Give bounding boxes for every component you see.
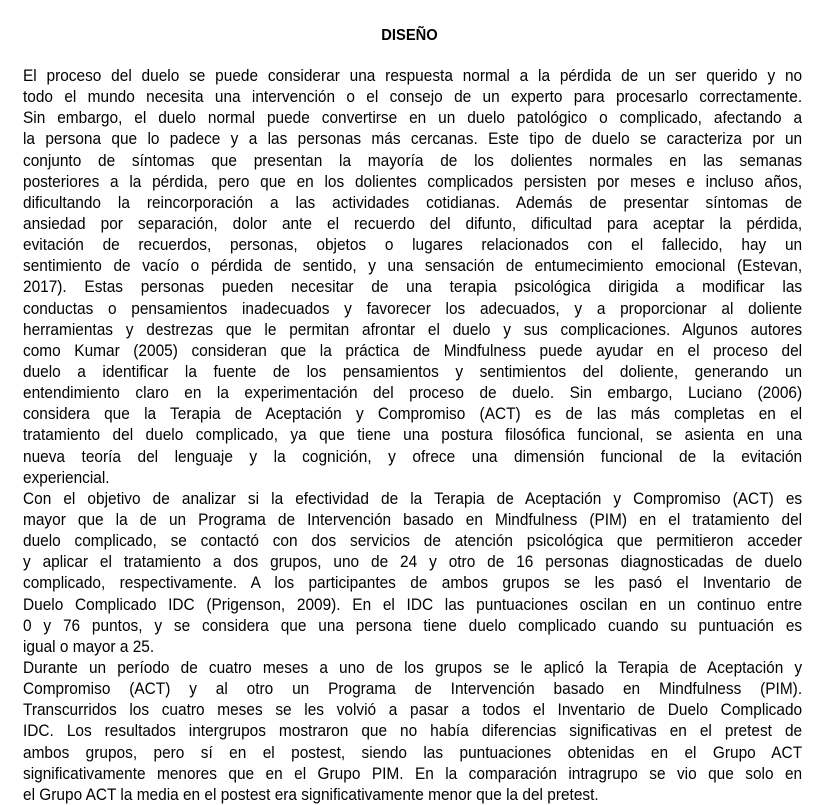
- text-line: Duelo Complicado IDC (Prigenson, 2009). En el IDC las puntuaciones oscilan en un continuo entre: [23, 594, 803, 614]
- text-line: Durante un período de cuatro meses a uno de los grupos se le aplicó la Terapia de Aceptación y: [23, 657, 803, 677]
- text-line: evitación de recuerdos, personas, objetos o lugares relacionados con el fallecido, hay un: [23, 235, 803, 255]
- text-line: tratamiento del duelo complicado, ya que tiene una postura filosófica funcional, se asienta en una: [23, 425, 803, 445]
- text-line: mayor que la de un Programa de Intervención basado en Mindfulness (PIM) en el tratamiento del: [23, 509, 803, 529]
- text-line: significativamente menores que en el Grupo PIM. En la comparación intragrupo se vio que solo en: [23, 763, 803, 783]
- text-line: todo el mundo necesita una intervención o el consejo de un experto para procesarlo correctamente.: [23, 87, 803, 107]
- text-line: IDC. Los resultados intergrupos mostraron que no había diferencias significativas en el pretest de: [23, 721, 803, 741]
- text-line: Transcurridos los cuatro meses se les volvió a pasar a todos el Inventario de Duelo Complicado: [23, 700, 803, 720]
- text-line: conjunto de síntomas que presentan la mayoría de los dolientes normales en las semanas: [23, 150, 803, 170]
- text-line: Sin embargo, el duelo normal puede convertirse en un duelo patológico o complicado, afectando a: [23, 108, 803, 128]
- text-line: como Kumar (2005) consideran que la práctica de Mindfulness puede ayudar en el proceso del: [23, 340, 803, 360]
- text-line: duelo a identificar la fuente de los pensamientos y sentimientos del doliente, generando un: [23, 361, 803, 381]
- text-line: 0 y 76 puntos, y se considera que una persona tiene duelo complicado cuando su puntuación es: [23, 615, 803, 635]
- text-line: sentimiento de vacío o pérdida de sentido, y una sensación de entumecimiento emocional (Estevan,: [23, 256, 803, 276]
- text-line: duelo complicado, se contactó con dos servicios de atención psicológica que permitieron acceder: [23, 531, 803, 551]
- document-body: [23, 65, 802, 805]
- text-line: entendimiento claro en la experimentación del proceso de duelo. Sin embargo, Luciano (2006): [23, 383, 803, 403]
- text-line: herramientas y destrezas que le permitan afrontar el duelo y sus complicaciones. Algunos autores: [23, 319, 803, 339]
- text-line: posteriores a la pérdida, pero que en los dolientes complicados persisten por meses e incluso años,: [23, 171, 803, 191]
- text-line: ambos grupos, pero sí en el postest, siendo las puntuaciones obtenidas en el Grupo ACT: [23, 742, 803, 762]
- text-line: nueva teoría del lenguaje y la cognición, y ofrece una dimensión funcional de la evitación: [23, 446, 803, 466]
- text-line: considera que la Terapia de Aceptación y Compromiso (ACT) es de las más completas en el: [23, 404, 803, 424]
- text-line: ansiedad por separación, dolor ante el recuerdo del difunto, dificultad para aceptar la pérdida,: [23, 213, 803, 233]
- section-title: DISEÑO: [381, 27, 438, 44]
- text-line: y aplicar el tratamiento a dos grupos, uno de 24 y otro de 16 personas diagnosticadas de duelo: [23, 552, 803, 572]
- text-line: El proceso del duelo se puede considerar una respuesta normal a la pérdida de un ser querido y no: [23, 66, 803, 85]
- text-line: 2017). Estas personas pueden necesitar de una terapia psicológica dirigida a modificar las: [23, 277, 803, 297]
- text-line: el Grupo ACT la media en el postest era significativamente menor que la del pretest.: [23, 784, 599, 804]
- paragraph-1: [23, 65, 802, 488]
- text-line: igual o mayor a 25.: [23, 636, 155, 656]
- text-line: conductas o pensamientos inadecuados y favorecer los adecuados, y a proporcionar al doliente: [23, 298, 803, 318]
- text-line: Compromiso (ACT) y al otro un Programa de Intervención basado en Mindfulness (PIM).: [23, 679, 803, 699]
- text-line: la persona que lo padece y a las personas más cercanas. Este tipo de duelo se caracteriza por un: [23, 129, 803, 149]
- paragraph-3: [23, 657, 802, 805]
- text-line: dificultando la reincorporación a las actividades cotidianas. Además de presentar síntomas de: [23, 192, 803, 212]
- text-line: experiencial.: [23, 467, 110, 487]
- paragraph-2: [23, 488, 802, 657]
- text-line: Con el objetivo de analizar si la efectividad de la Terapia de Aceptación y Compromiso (ACT) es: [23, 488, 803, 508]
- text-line: complicado, respectivamente. A los participantes de ambos grupos se les pasó el Inventario de: [23, 573, 803, 593]
